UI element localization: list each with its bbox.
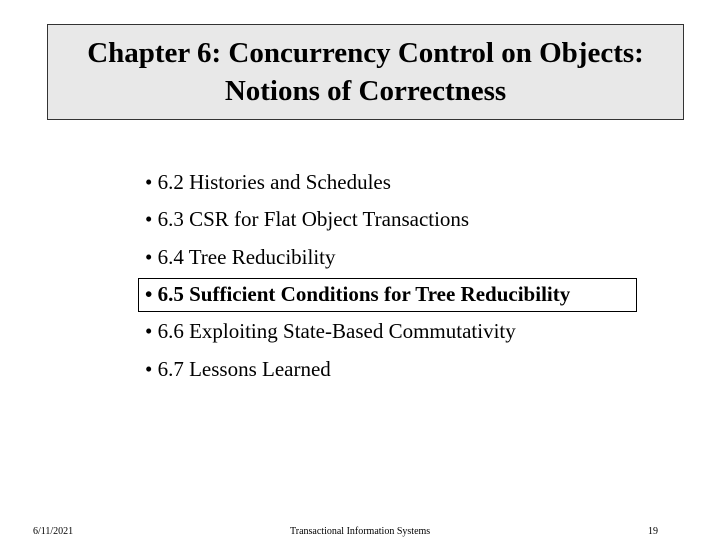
agenda-item-6-7: • 6.7 Lessons Learned [145, 357, 331, 381]
title-line-1: Chapter 6: Concurrency Control on Objects: [87, 37, 644, 69]
agenda-item-6-3: • 6.3 CSR for Flat Object Transactions [145, 207, 470, 231]
footer-page-number: 19 [648, 526, 658, 537]
agenda-item-6-4: • 6.4 Tree Reducibility [145, 245, 336, 269]
agenda-item-6-6: • 6.6 Exploiting State-Based Commutativity [145, 319, 516, 343]
footer-date: 6/11/2021 [33, 526, 74, 537]
agenda-item-6-5-current: • 6.5 Sufficient Conditions for Tree Reducibility [145, 282, 571, 306]
footer-course-title: Transactional Information Systems [290, 526, 431, 537]
agenda-list [145, 0, 705, 540]
agenda-item-6-2: • 6.2 Histories and Schedules [145, 170, 391, 194]
title-line-2: Notions of Correctness [224, 75, 507, 107]
